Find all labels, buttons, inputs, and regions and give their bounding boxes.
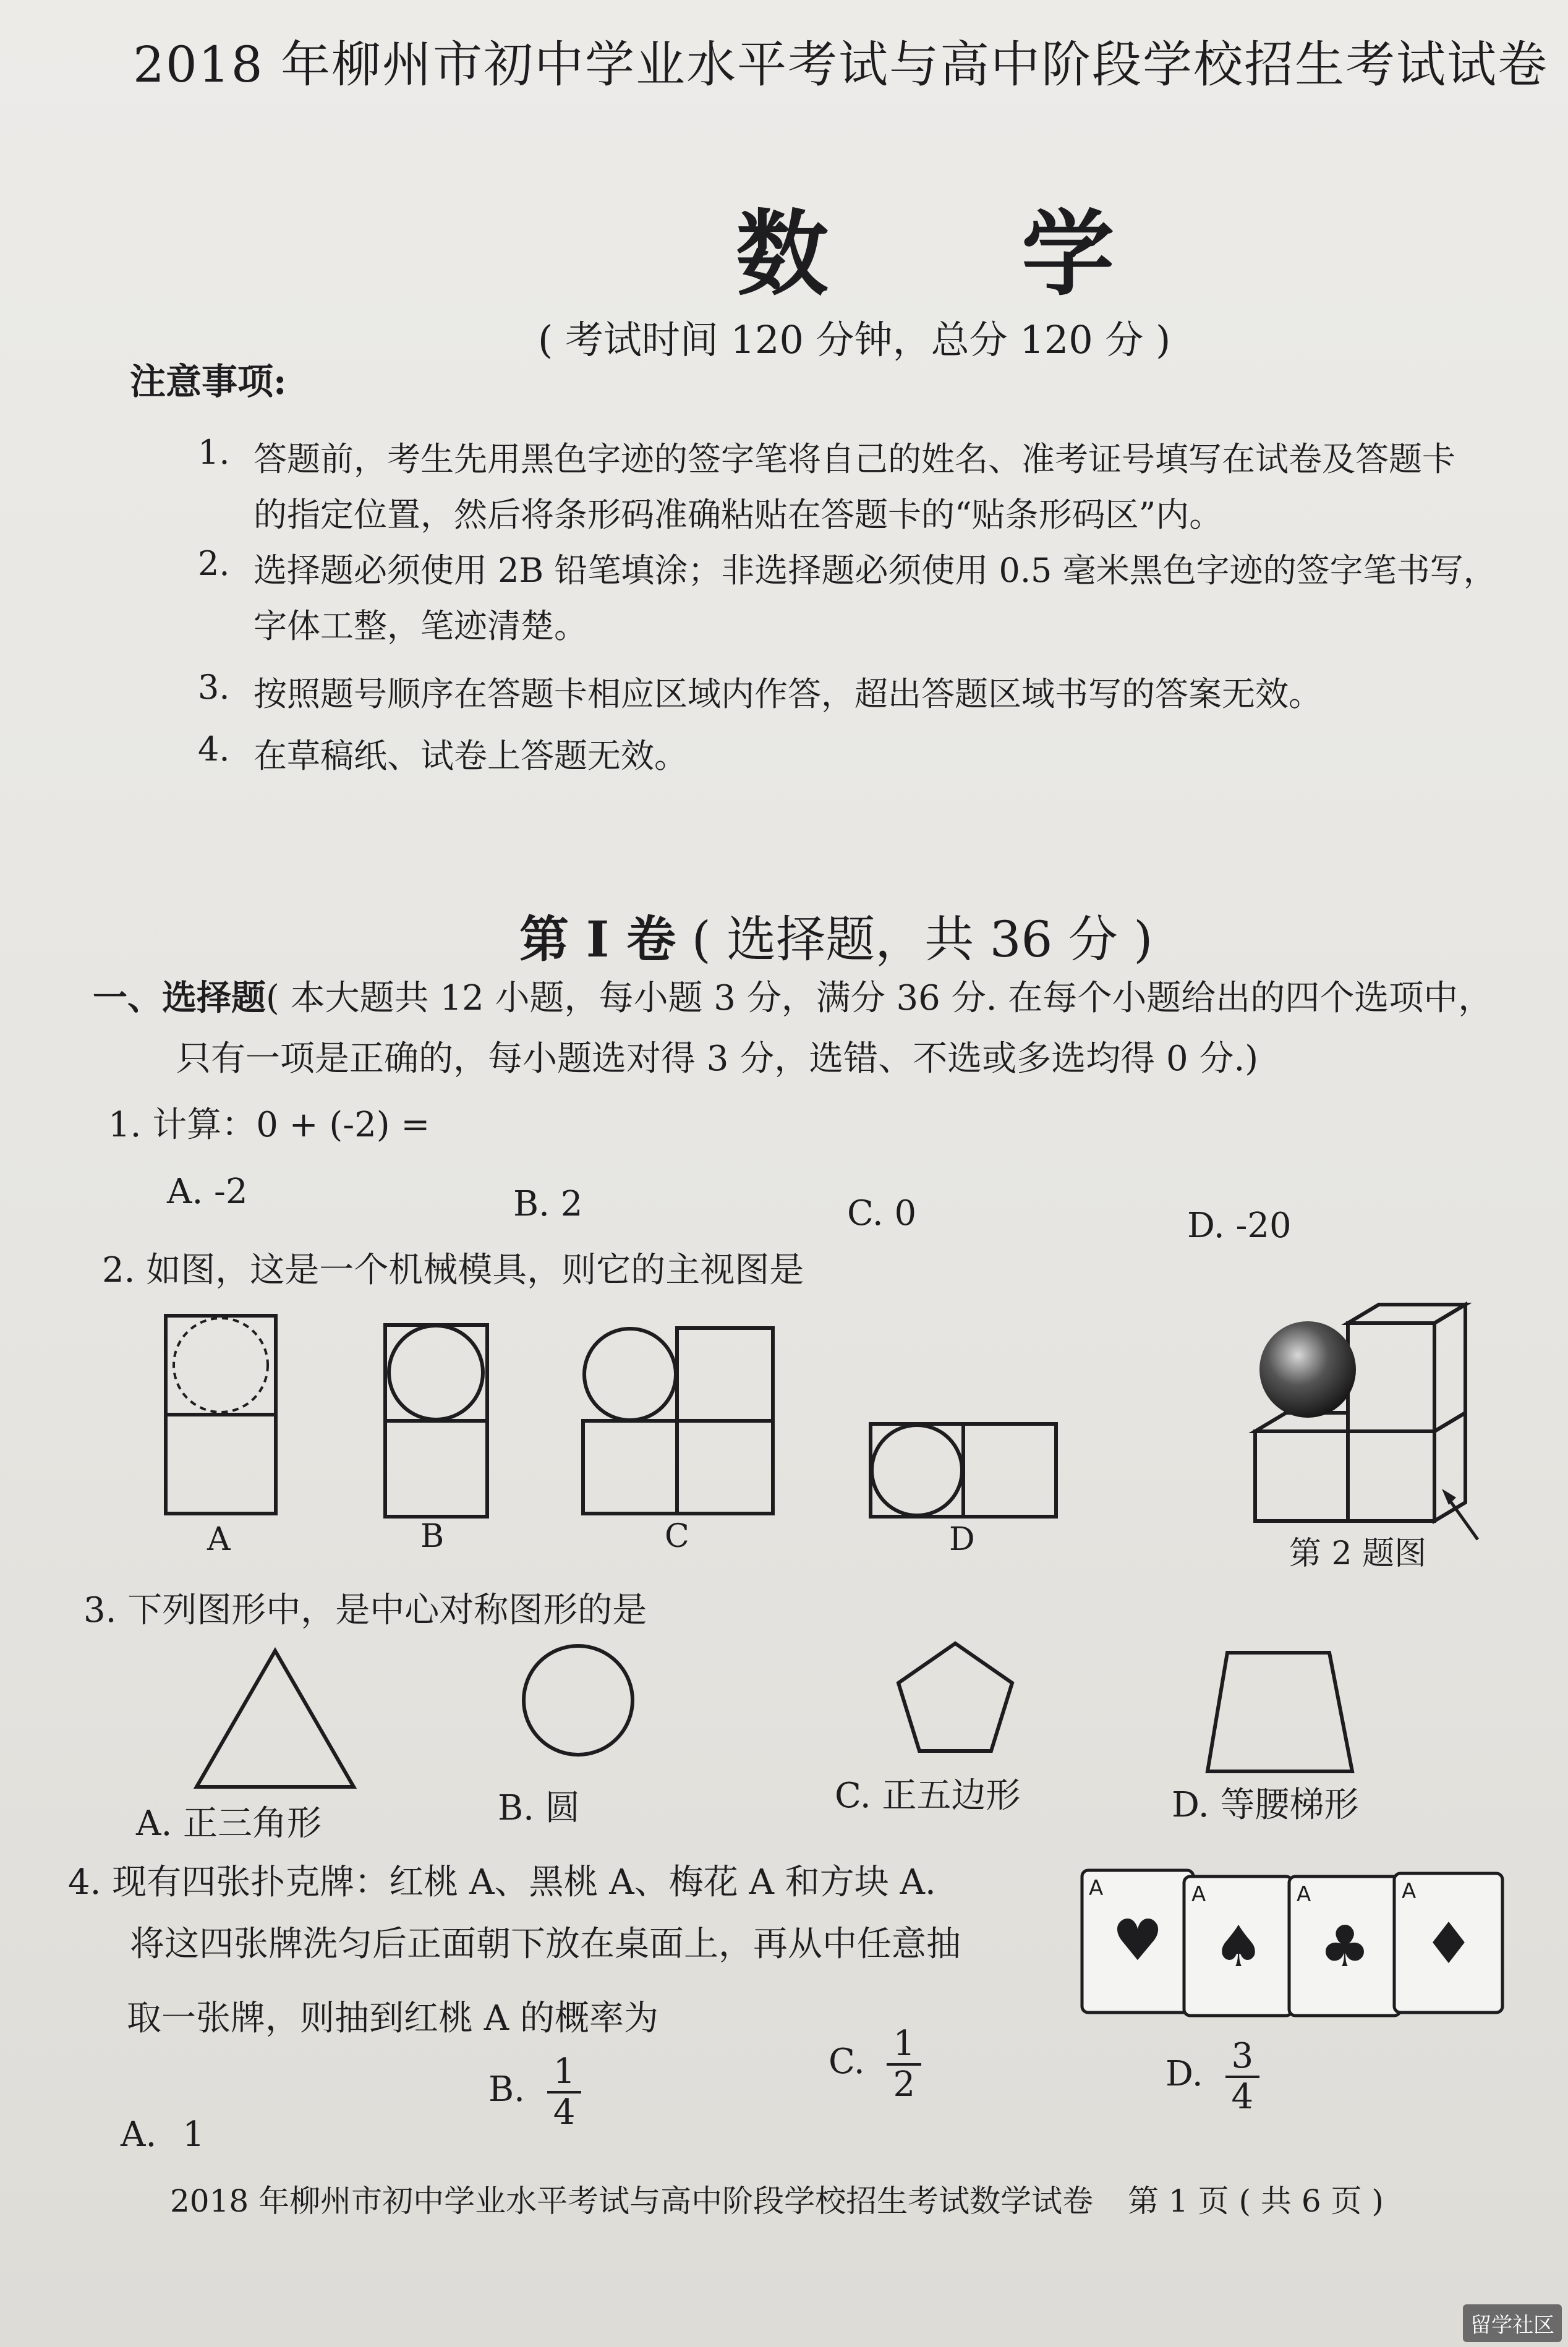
q2-figure-caption: 第 2 题图 (1289, 1535, 1427, 1572)
notice-item-4-number: 4. (198, 730, 230, 769)
q4-option-d-denominator: 4 (1231, 2076, 1254, 2117)
card-clubs-rank: A (1297, 1882, 1311, 1907)
card-clubs-suit: ♣ (1319, 1914, 1371, 1980)
q4-option-c (829, 2025, 921, 2103)
q3-triangle-figure (192, 1648, 359, 1793)
q4-option-c-numerator: 1 (887, 2025, 921, 2066)
notice-item-1-line-1: 答题前，考生先用黑色字迹的签字笔将自己的姓名、准考证号填写在试卷及答题卡 (254, 440, 1455, 479)
q3-option-b: B. 圆 (498, 1788, 580, 1828)
q4-option-b (488, 2053, 581, 2131)
notice-item-1-number: 1. (198, 433, 230, 472)
subject-title: 数 学 (736, 200, 1195, 309)
q3-circle-figure (519, 1642, 637, 1759)
q3-trapezoid-figure (1203, 1648, 1357, 1778)
q3-pentagon-figure (893, 1638, 1017, 1756)
part1-heading-line1: ( 本大题共 12 小题，每小题 3 分，满分 36 分. 在每个小题给出的四个选项中， (266, 978, 1493, 1018)
q4-option-d-fraction (1225, 2037, 1260, 2116)
q1-option-c: C. 0 (847, 1193, 917, 1233)
page-footer (170, 2176, 1384, 2221)
card-spades (1184, 1876, 1292, 2016)
q2-label-b: B (420, 1518, 445, 1555)
card-diamonds (1394, 1873, 1502, 2013)
notice-item-3-line-1: 按照题号顺序在答题卡相应区域内作答，超出答题区域书写的答案无效。 (254, 675, 1322, 713)
q1-option-b: B. 2 (513, 1184, 583, 1224)
q4-option-d-numerator: 3 (1225, 2037, 1260, 2078)
notice-item-1-line-2: 的指定位置，然后将条形码准确粘贴在答题卡的“贴条形码区”内。 (254, 495, 1223, 534)
section-title-main: 第 I 卷 (519, 910, 676, 968)
notice-item-2-line-1: 选择题必须使用 2B 铅笔填涂；非选择题必须使用 0.5 毫米黑色字迹的签字笔书写， (254, 551, 1497, 590)
card-clubs (1289, 1876, 1400, 2016)
q4-option-d (1165, 2037, 1259, 2116)
exam-title: 2018 年柳州市初中学业水平考试与高中阶段学校招生考试试卷 (133, 36, 1549, 93)
q3-option-d: D. 等腰梯形 (1172, 1785, 1359, 1825)
q4-option-d-label: D. (1165, 2054, 1203, 2095)
q2-label-d: D (949, 1521, 975, 1558)
q2-view-a (164, 1314, 281, 1518)
section-title (519, 900, 1153, 971)
q4-option-b-fraction (547, 2053, 582, 2131)
part1-heading (93, 971, 1493, 1020)
q4-playing-cards-figure (1079, 1867, 1506, 2022)
q4-option-c-label: C. (829, 2042, 865, 2082)
site-watermark: 留学社区 (1463, 2304, 1562, 2342)
card-hearts (1082, 1870, 1193, 2013)
q2-view-c (581, 1326, 779, 1518)
q4-line-2: 将这四张牌洗匀后正面朝下放在桌面上，再从中任意抽 (130, 1924, 961, 1964)
q2-label-a: A (207, 1521, 231, 1558)
part1-heading-line2: 只有一项是正确的，每小题选对得 3 分，选错、不选或多选均得 0 分.) (176, 1039, 1259, 1079)
notice-item-2-line-2: 字体工整，笔迹清楚。 (254, 607, 587, 645)
q4-line-3: 取一张牌，则抽到红桃 A 的概率为 (127, 1998, 659, 2038)
footer-page-number: 第 1 页 ( 共 6 页 ) (1128, 2183, 1384, 2219)
q2-view-b (383, 1323, 492, 1521)
q2-3d-model-figure (1243, 1298, 1490, 1546)
notice-item-3-number: 3. (198, 668, 230, 707)
q2-text: 2. 如图，这是一个机械模具，则它的主视图是 (102, 1250, 804, 1290)
q4-option-b-denominator: 4 (553, 2092, 576, 2132)
q1-option-d: D. -20 (1187, 1206, 1292, 1246)
q3-option-c: C. 正五边形 (835, 1776, 1021, 1816)
exam-info: ( 考试时间 120 分钟，总分 120 分 ) (538, 317, 1171, 362)
q4-line-1: 4. 现有四张扑克牌：红桃 A、黑桃 A、梅花 A 和方块 A. (68, 1862, 936, 1902)
notice-item-4-line-1: 在草稿纸、试卷上答题无效。 (254, 736, 688, 775)
notice-title: 注意事项: (130, 360, 287, 403)
q2-view-d (869, 1422, 1060, 1521)
q4-option-c-denominator: 2 (893, 2064, 916, 2105)
card-spades-rank: A (1191, 1882, 1206, 1907)
card-spades-suit: ♠ (1212, 1914, 1264, 1980)
q4-option-a (121, 2115, 205, 2155)
card-hearts-suit: ♥ (1112, 1907, 1164, 1974)
q4-option-a-value: 1 (182, 2115, 205, 2155)
q4-option-a-label: A. (121, 2115, 157, 2155)
section-title-sub: ( 选择题，共 36 分 ) (691, 911, 1153, 968)
part1-heading-bold: 一、选择题 (93, 978, 266, 1018)
q1-text: 1. 计算：0 + (-2) = (108, 1105, 430, 1145)
notice-item-2-number: 2. (198, 544, 230, 583)
q3-text: 3. 下列图形中，是中心对称图形的是 (83, 1590, 647, 1630)
q4-option-b-numerator: 1 (547, 2053, 582, 2094)
q4-option-b-label: B. (488, 2069, 525, 2110)
card-diamonds-rank: A (1402, 1879, 1417, 1904)
q2-label-c: C (665, 1518, 689, 1555)
q3-option-a: A. 正三角形 (136, 1804, 322, 1844)
footer-exam-name: 2018 年柳州市初中学业水平考试与高中阶段学校招生考试数学试卷 (170, 2183, 1094, 2219)
q4-option-c-fraction (887, 2025, 921, 2103)
card-hearts-rank: A (1089, 1876, 1104, 1901)
card-diamonds-suit: ♦ (1423, 1910, 1475, 1977)
q1-option-a: A. -2 (167, 1172, 248, 1212)
